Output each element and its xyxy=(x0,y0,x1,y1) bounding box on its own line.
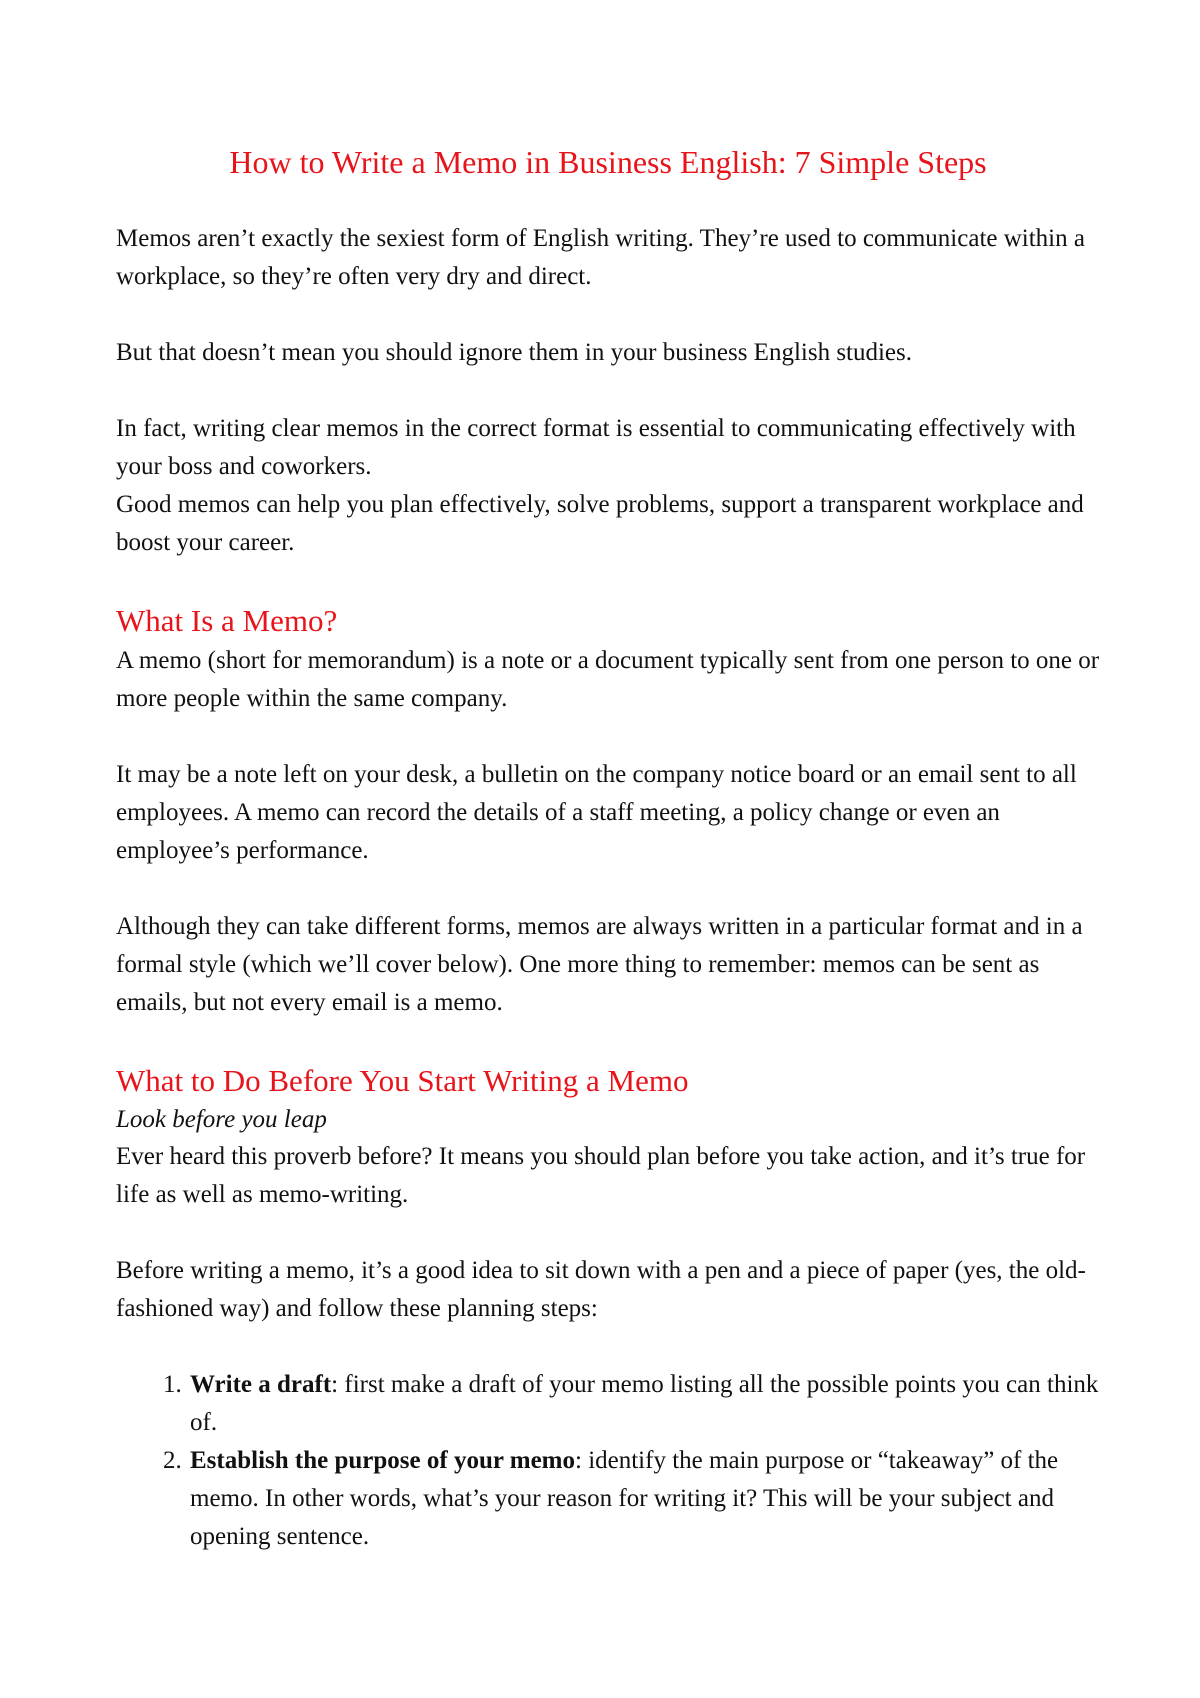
section1-paragraph-3: Although they can take different forms, memos are always written in a particular format and in a formal style (which we’ll cover below). One more thing to remember: memos can be sent as emails, but not every email is a memo. xyxy=(116,913,1083,1016)
intro-paragraph-4: Good memos can help you plan effectively, solve problems, support a transparent workplace and boost your career. xyxy=(116,491,1084,556)
intro-paragraph-2: But that doesn’t mean you should ignore them in your business English studies. xyxy=(116,339,913,366)
step-text: : first make a draft of your memo listing all the possible points you can think of. xyxy=(190,1371,1099,1436)
step-text: : identify the main purpose or “takeaway” of the memo. In other words, what’s your reason for writing it? This will be your subject and opening sentence. xyxy=(190,1447,1059,1550)
intro-paragraph-1: Memos aren’t exactly the sexiest form of English writing. They’re used to communicate within a workplace, so they’re often very dry and direct. xyxy=(116,225,1085,290)
step-term: Establish the purpose of your memo xyxy=(190,1447,575,1474)
section1-paragraph-2: It may be a note left on your desk, a bulletin on the company notice board or an email sent to all employees. A memo can record the details of a staff meeting, a policy change or even an employee’s performance. xyxy=(116,761,1077,864)
document-title: How to Write a Memo in Business English: 7 Simple Steps xyxy=(229,144,987,180)
section-heading-before-writing: What to Do Before You Start Writing a Memo xyxy=(116,1063,689,1098)
intro-paragraph-3: In fact, writing clear memos in the correct format is essential to communicating effectively with your boss and coworkers. xyxy=(116,415,1076,480)
section2-subheading: Look before you leap xyxy=(116,1106,327,1133)
section2-paragraph-1: Ever heard this proverb before? It means you should plan before you take action, and it’s true for life as well as memo-writing. xyxy=(116,1143,1086,1208)
planning-steps-list xyxy=(116,1366,1100,1556)
section1-paragraph-1: A memo (short for memorandum) is a note or a document typically sent from one person to one or more people within the same company. xyxy=(116,647,1100,712)
section2-paragraph-2: Before writing a memo, it’s a good idea to sit down with a pen and a piece of paper (yes, the old-fashioned way) and follow these planning steps: xyxy=(116,1257,1086,1322)
section-heading-what-is-memo: What Is a Memo? xyxy=(116,603,338,638)
list-item xyxy=(188,1366,1100,1442)
list-item xyxy=(188,1442,1100,1556)
step-term: Write a draft xyxy=(190,1371,332,1398)
